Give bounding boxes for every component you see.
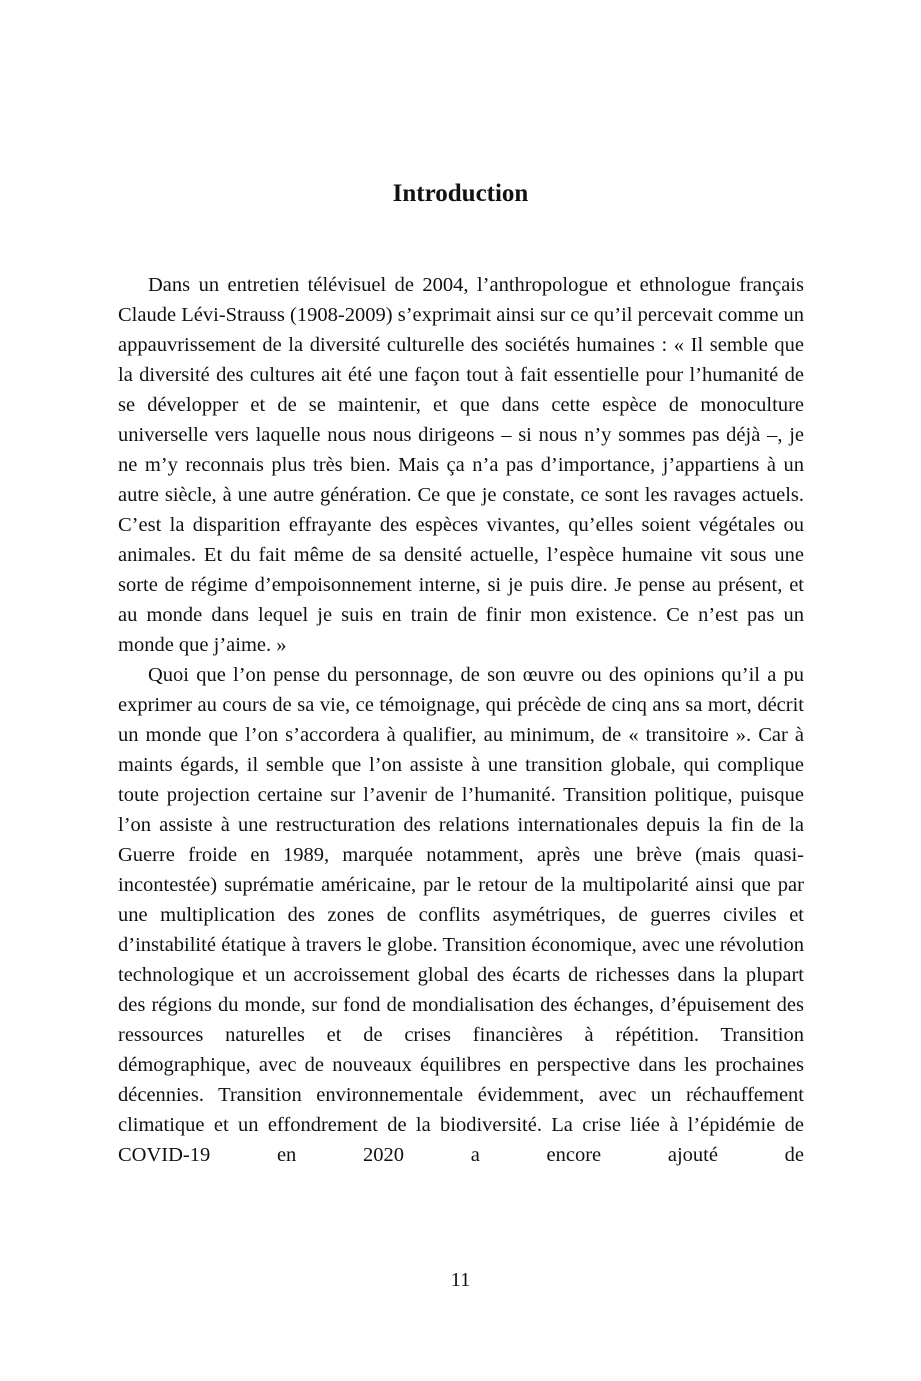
paragraph-2: Quoi que l’on pense du personnage, de son œuvre ou des opinions qu’il a pu exprimer au cours de sa vie, ce témoignage, qui précède de cinq ans sa mort, décrit un monde que l’on s’accordera à qualifier, au minimum, de « transitoire ». Car à maints égards, il semble que l’on assiste à une transition globale, qui complique toute projection certaine sur l’avenir de l’humanité. Transition politique, puisque l’on assiste à une restructuration des relations internationales depuis la fin de la Guerre froide en 1989, marquée notamment, après une brève (mais quasi-incontestée) suprématie américaine, par le retour de la multipolarité ainsi que par une multiplication des zones de conflits asymétriques, de guerres civiles et d’instabilité étatique à travers le globe. Transition économique, avec une révolution technologique et un accroissement global des écarts de richesses dans la plupart des régions du monde, sur fond de mondialisation des échanges, d’épuisement des ressources naturelles et de crises financières à répétition. Transition démographique, avec de nouveaux équilibres en perspective dans les prochaines décennies. Transition environnementale évidemment, avec un réchauffement climatique et un effondrement de la biodiversité. La crise liée à l’épidémie de COVID-19 en 2020 a encore ajouté de: [118, 664, 804, 1166]
body-text: [118, 270, 804, 1170]
paragraph-1: Dans un entretien télévisuel de 2004, l’anthropologue et ethnologue français Claude Lévi-Strauss (1908-2009) s’exprimait ainsi sur ce qu’il percevait comme un appauvrissement de la diversité culturelle des sociétés humaines : « Il semble que la diversité des cultures ait été une façon tout à fait essentielle pour l’humanité de se développer et de se maintenir, et que dans cette espèce de monoculture universelle vers laquelle nous nous dirigeons – si nous n’y sommes pas déjà –, je ne m’y reconnais plus très bien. Mais ça n’a pas d’importance, j’appartiens à un autre siècle, à une autre génération. Ce que je constate, ce sont les ravages actuels. C’est la disparition effrayante des espèces vivantes, qu’elles soient végétales ou animales. Et du fait même de sa densité actuelle, l’espèce humaine vit sous une sorte de régime d’empoisonnement interne, si je puis dire. Je pense au présent, et au monde dans lequel je suis en train de finir mon existence. Ce n’est pas un monde que j’aime. »: [118, 274, 804, 656]
chapter-title: Introduction: [392, 180, 529, 207]
page-number: 11: [450, 1269, 471, 1291]
